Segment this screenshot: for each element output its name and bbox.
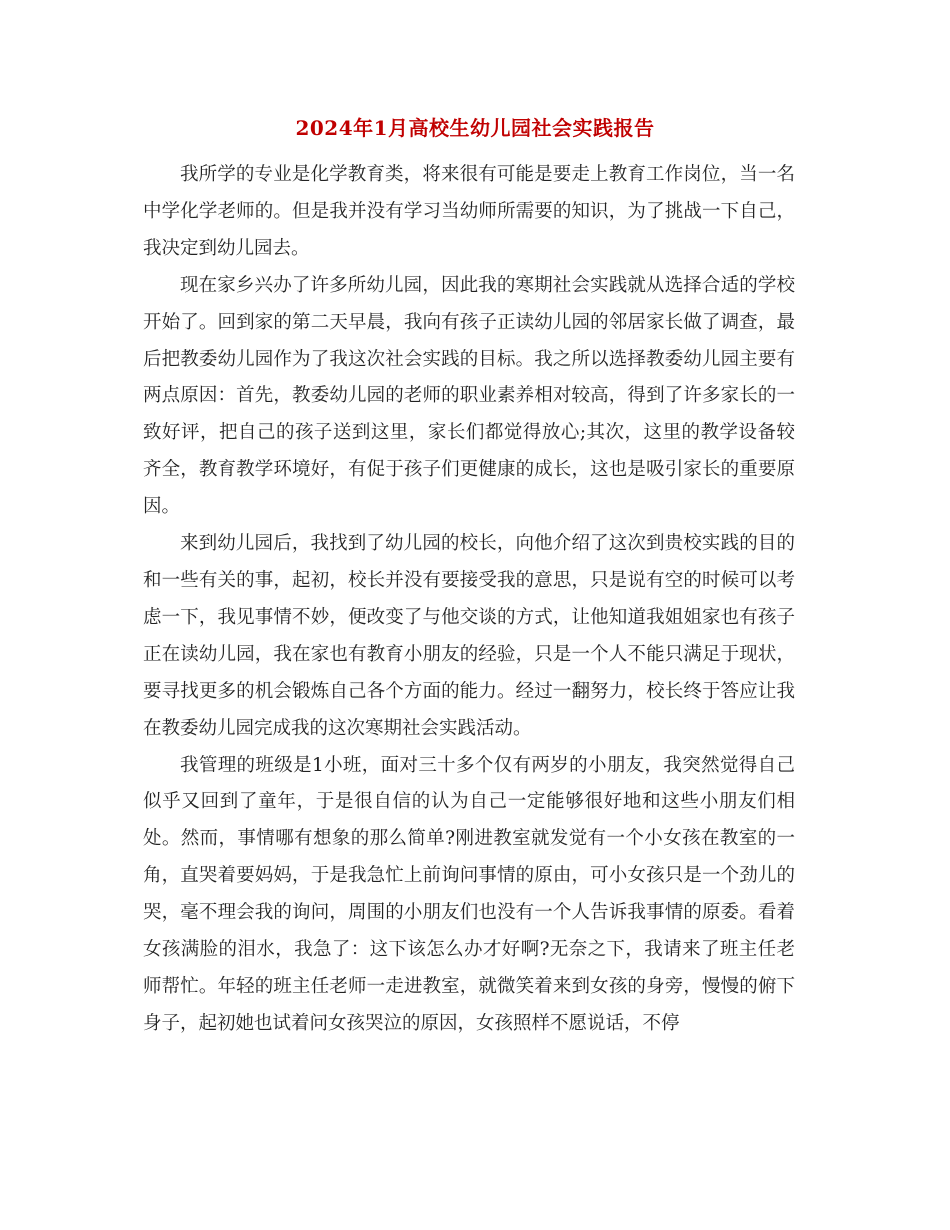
paragraph: 来到幼儿园后，我找到了幼儿园的校长，向他介绍了这次到贵校实践的目的和一些有关的事，起初，校长并没有要接受我的意思，只是说有空的时候可以考虑一下，我见事情不妙，便改变了与他交谈的方式，让他知道我姐姐家也有孩子正在读幼儿园，我在家也有教育小朋友的经验，只是一个人不能只满足于现状，要寻找更多的机会锻炼自己各个方面的能力。经过一翻努力，校长终于答应让我在教委幼儿园完成我的这次寒期社会实践活动。 (143, 533, 795, 739)
document-title: 2024年1月高校生幼儿园社会实践报告 (295, 116, 655, 140)
paragraph: 我所学的专业是化学教育类，将来很有可能是要走上教育工作岗位，当一名中学化学老师的。但是我并没有学习当幼师所需要的知识，为了挑战一下自己，我决定到幼儿园去。 (143, 164, 795, 259)
paragraph: 现在家乡兴办了许多所幼儿园，因此我的寒期社会实践就从选择合适的学校开始了。回到家的第二天早晨，我向有孩子正读幼儿园的邻居家长做了调查，最后把教委幼儿园作为了我这次社会实践的目标。我之所以选择教委幼儿园主要有两点原因：首先，教委幼儿园的老师的职业素养相对较高，得到了许多家长的一致好评，把自己的孩子送到这里，家长们都觉得放心;其次，这里的教学设备较齐全，教育教学环境好，有促于孩子们更健康的成长，这也是吸引家长的重要原因。 (143, 274, 795, 518)
document-body (143, 157, 795, 1043)
paragraph: 我管理的班级是1小班，面对三十多个仅有两岁的小朋友，我突然觉得自己似乎又回到了童年，于是很自信的认为自己一定能够很好地和这些小朋友们相处。然而，事情哪有想象的那么简单?刚进教室就发觉有一个小女孩在教室的一角，直哭着要妈妈，于是我急忙上前询问事情的原由，可小女孩只是一个劲儿的哭，毫不理会我的询问，周围的小朋友们也没有一个人告诉我事情的原委。看着女孩满脸的泪水，我急了：这下该怎么办才好啊?无奈之下，我请来了班主任老师帮忙。年轻的班主任老师一走进教室，就微笑着来到女孩的身旁，慢慢的俯下身子，起初她也试着问女孩哭泣的原因，女孩照样不愿说话，不停 (143, 754, 795, 1034)
